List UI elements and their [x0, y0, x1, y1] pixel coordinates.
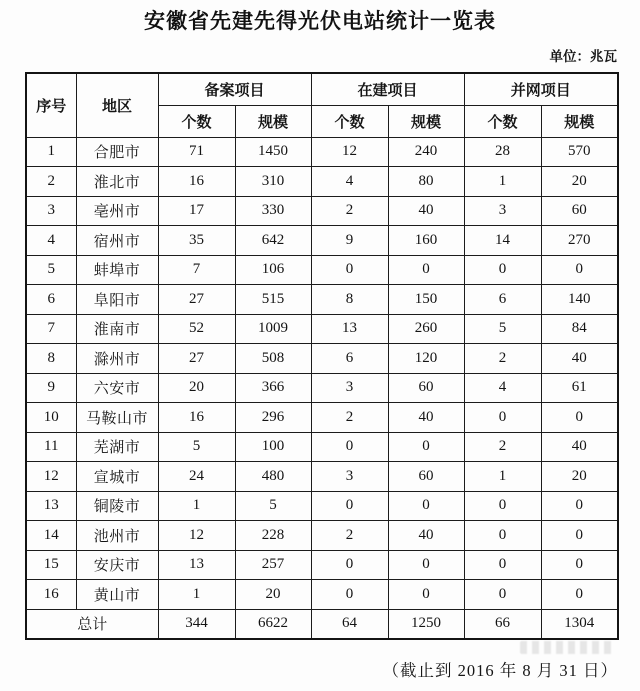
- value-cell: 160: [388, 226, 464, 256]
- value-cell: 40: [541, 344, 618, 374]
- region-cell: 马鞍山市: [76, 403, 158, 433]
- value-cell: 2: [311, 196, 388, 226]
- watermark-artifact: [520, 641, 614, 654]
- index-cell: 3: [26, 196, 76, 226]
- unit-label: 单位：兆瓦: [549, 49, 617, 64]
- value-cell: 20: [541, 462, 618, 492]
- region-cell: 淮北市: [76, 167, 158, 197]
- value-cell: 40: [388, 403, 464, 433]
- value-cell: 240: [388, 137, 464, 167]
- value-cell: 1009: [235, 314, 311, 344]
- region-cell: 芜湖市: [76, 432, 158, 462]
- region-cell: 滁州市: [76, 344, 158, 374]
- region-cell: 阜阳市: [76, 285, 158, 315]
- region-cell: 六安市: [76, 373, 158, 403]
- value-cell: 5: [464, 314, 541, 344]
- index-cell: 15: [26, 550, 76, 580]
- value-cell: 0: [464, 521, 541, 551]
- value-cell: 71: [158, 137, 235, 167]
- value-cell: 60: [388, 373, 464, 403]
- value-cell: 0: [388, 580, 464, 610]
- total-value-cell: 64: [311, 609, 388, 639]
- table-body: [26, 137, 618, 639]
- table-row: [26, 403, 618, 433]
- index-cell: 5: [26, 255, 76, 285]
- value-cell: 150: [388, 285, 464, 315]
- region-cell: 合肥市: [76, 137, 158, 167]
- value-cell: 14: [464, 226, 541, 256]
- index-cell: 16: [26, 580, 76, 610]
- value-cell: 8: [311, 285, 388, 315]
- value-cell: 40: [388, 196, 464, 226]
- value-cell: 508: [235, 344, 311, 374]
- value-cell: 0: [541, 491, 618, 521]
- page-title: 安徽省先建先得光伏电站统计一览表: [144, 10, 496, 33]
- header-group-grid-connected: 并网项目: [464, 73, 618, 105]
- value-cell: 1450: [235, 137, 311, 167]
- value-cell: 5: [235, 491, 311, 521]
- region-cell: 宣城市: [76, 462, 158, 492]
- value-cell: 366: [235, 373, 311, 403]
- value-cell: 3: [311, 373, 388, 403]
- value-cell: 310: [235, 167, 311, 197]
- table-row: [26, 462, 618, 492]
- header-group-under-construction: 在建项目: [311, 73, 464, 105]
- statistics-table: [25, 72, 619, 640]
- value-cell: 28: [464, 137, 541, 167]
- value-cell: 270: [541, 226, 618, 256]
- value-cell: 480: [235, 462, 311, 492]
- index-cell: 13: [26, 491, 76, 521]
- value-cell: 1: [464, 462, 541, 492]
- table-row: [26, 196, 618, 226]
- table-row: [26, 255, 618, 285]
- region-cell: 宿州市: [76, 226, 158, 256]
- value-cell: 570: [541, 137, 618, 167]
- value-cell: 6: [464, 285, 541, 315]
- value-cell: 642: [235, 226, 311, 256]
- index-cell: 2: [26, 167, 76, 197]
- total-label-cell: 总计: [26, 609, 158, 639]
- value-cell: 2: [464, 432, 541, 462]
- region-cell: 黄山市: [76, 580, 158, 610]
- value-cell: 4: [464, 373, 541, 403]
- value-cell: 1: [158, 580, 235, 610]
- value-cell: 0: [311, 491, 388, 521]
- value-cell: 27: [158, 285, 235, 315]
- header-filed-scale: 规模: [235, 105, 311, 137]
- value-cell: 228: [235, 521, 311, 551]
- table-row: [26, 373, 618, 403]
- value-cell: 0: [388, 432, 464, 462]
- value-cell: 0: [541, 550, 618, 580]
- value-cell: 330: [235, 196, 311, 226]
- value-cell: 80: [388, 167, 464, 197]
- table-row: [26, 521, 618, 551]
- index-cell: 11: [26, 432, 76, 462]
- value-cell: 60: [388, 462, 464, 492]
- value-cell: 0: [541, 521, 618, 551]
- value-cell: 296: [235, 403, 311, 433]
- region-cell: 蚌埠市: [76, 255, 158, 285]
- value-cell: 17: [158, 196, 235, 226]
- index-cell: 4: [26, 226, 76, 256]
- value-cell: 40: [541, 432, 618, 462]
- value-cell: 0: [464, 580, 541, 610]
- index-cell: 8: [26, 344, 76, 374]
- value-cell: 16: [158, 403, 235, 433]
- value-cell: 27: [158, 344, 235, 374]
- table-row: [26, 550, 618, 580]
- value-cell: 84: [541, 314, 618, 344]
- footnote: （截止到 2016 年 8 月 31 日）: [382, 661, 618, 680]
- value-cell: 0: [311, 432, 388, 462]
- value-cell: 52: [158, 314, 235, 344]
- index-cell: 7: [26, 314, 76, 344]
- total-value-cell: 1250: [388, 609, 464, 639]
- value-cell: 140: [541, 285, 618, 315]
- value-cell: 40: [388, 521, 464, 551]
- table-row: [26, 226, 618, 256]
- value-cell: 9: [311, 226, 388, 256]
- header-group-filed: 备案项目: [158, 73, 311, 105]
- value-cell: 0: [541, 403, 618, 433]
- table-row: [26, 432, 618, 462]
- value-cell: 0: [541, 580, 618, 610]
- value-cell: 2: [311, 521, 388, 551]
- region-cell: 亳州市: [76, 196, 158, 226]
- value-cell: 20: [158, 373, 235, 403]
- index-cell: 6: [26, 285, 76, 315]
- value-cell: 0: [464, 255, 541, 285]
- value-cell: 120: [388, 344, 464, 374]
- header-construction-scale: 规模: [388, 105, 464, 137]
- value-cell: 100: [235, 432, 311, 462]
- total-value-cell: 344: [158, 609, 235, 639]
- header-filed-count: 个数: [158, 105, 235, 137]
- value-cell: 7: [158, 255, 235, 285]
- region-cell: 池州市: [76, 521, 158, 551]
- value-cell: 6: [311, 344, 388, 374]
- total-value-cell: 1304: [541, 609, 618, 639]
- value-cell: 3: [464, 196, 541, 226]
- total-value-cell: 66: [464, 609, 541, 639]
- value-cell: 106: [235, 255, 311, 285]
- region-cell: 淮南市: [76, 314, 158, 344]
- table-row: [26, 344, 618, 374]
- value-cell: 2: [311, 403, 388, 433]
- value-cell: 0: [388, 255, 464, 285]
- table-row: [26, 491, 618, 521]
- value-cell: 0: [311, 255, 388, 285]
- value-cell: 260: [388, 314, 464, 344]
- value-cell: 12: [311, 137, 388, 167]
- total-row: [26, 609, 618, 639]
- header-region: 地区: [76, 73, 158, 137]
- index-cell: 12: [26, 462, 76, 492]
- value-cell: 60: [541, 196, 618, 226]
- value-cell: 257: [235, 550, 311, 580]
- value-cell: 61: [541, 373, 618, 403]
- table-row: [26, 580, 618, 610]
- value-cell: 35: [158, 226, 235, 256]
- region-cell: 铜陵市: [76, 491, 158, 521]
- index-cell: 1: [26, 137, 76, 167]
- value-cell: 3: [311, 462, 388, 492]
- table-row: [26, 285, 618, 315]
- value-cell: 13: [158, 550, 235, 580]
- value-cell: 0: [311, 550, 388, 580]
- value-cell: 515: [235, 285, 311, 315]
- table-row: [26, 314, 618, 344]
- value-cell: 13: [311, 314, 388, 344]
- value-cell: 1: [464, 167, 541, 197]
- index-cell: 10: [26, 403, 76, 433]
- value-cell: 16: [158, 167, 235, 197]
- value-cell: 12: [158, 521, 235, 551]
- value-cell: 0: [464, 491, 541, 521]
- value-cell: 5: [158, 432, 235, 462]
- table-row: [26, 167, 618, 197]
- value-cell: 0: [541, 255, 618, 285]
- index-cell: 14: [26, 521, 76, 551]
- value-cell: 0: [388, 550, 464, 580]
- value-cell: 1: [158, 491, 235, 521]
- value-cell: 24: [158, 462, 235, 492]
- total-value-cell: 6622: [235, 609, 311, 639]
- value-cell: 4: [311, 167, 388, 197]
- index-cell: 9: [26, 373, 76, 403]
- value-cell: 20: [235, 580, 311, 610]
- header-construction-count: 个数: [311, 105, 388, 137]
- value-cell: 2: [464, 344, 541, 374]
- header-grid-scale: 规模: [541, 105, 618, 137]
- table-row: [26, 137, 618, 167]
- value-cell: 0: [388, 491, 464, 521]
- table-header: [26, 73, 618, 137]
- value-cell: 20: [541, 167, 618, 197]
- value-cell: 0: [464, 550, 541, 580]
- region-cell: 安庆市: [76, 550, 158, 580]
- header-index: 序号: [26, 73, 76, 137]
- header-group-row: [26, 73, 618, 105]
- value-cell: 0: [311, 580, 388, 610]
- header-grid-count: 个数: [464, 105, 541, 137]
- value-cell: 0: [464, 403, 541, 433]
